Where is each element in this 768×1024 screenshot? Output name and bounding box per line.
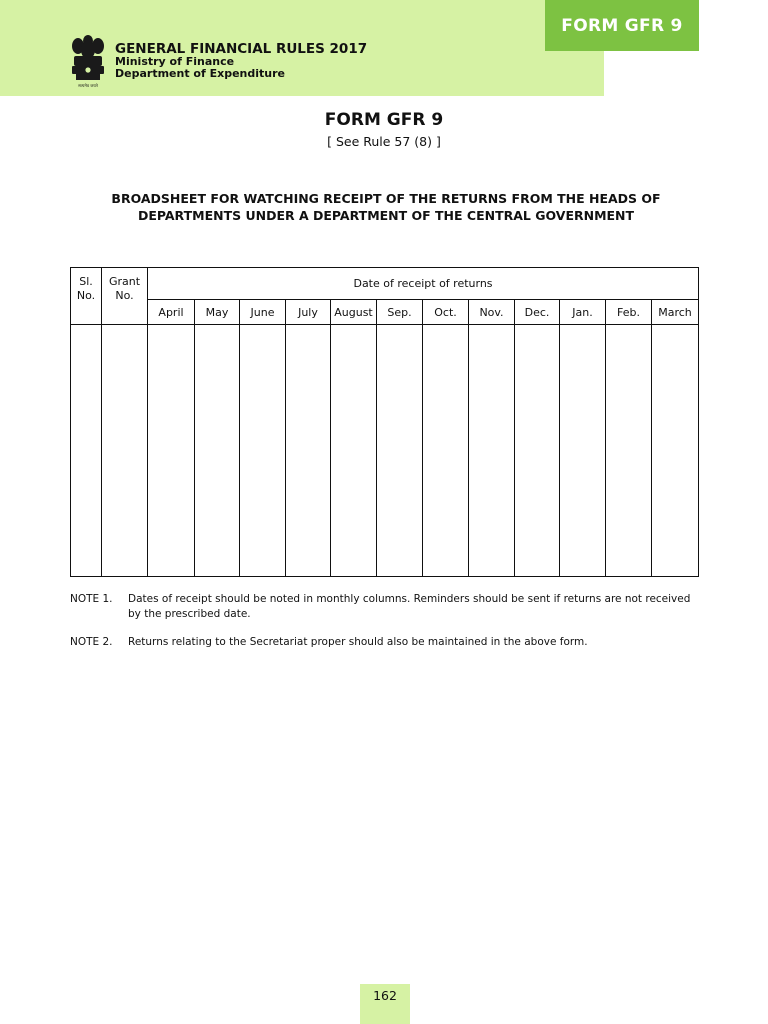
- august-cell: [331, 325, 377, 577]
- sl-no-header: [71, 268, 102, 325]
- grant-no-cell: [102, 325, 148, 577]
- april-cell: [148, 325, 195, 577]
- sl-no-header-line2: No.: [76, 289, 96, 302]
- receipt-broadsheet-table: [70, 267, 699, 577]
- month-header-august: August: [331, 300, 377, 325]
- note-item: [70, 592, 700, 622]
- department-name: Department of Expenditure: [115, 66, 285, 80]
- month-header-january: Jan.: [560, 300, 606, 325]
- october-cell: [423, 325, 469, 577]
- form-title: FORM GFR 9: [324, 110, 444, 130]
- grant-no-header-line2: No.: [115, 289, 134, 302]
- notes-section: [70, 592, 700, 663]
- page-number: 162: [360, 984, 410, 1024]
- form-heading: BROADSHEET FOR WATCHING RECEIPT OF THE RETURNS FROM THE HEADS OF DEPARTMENTS UNDER A DEPARTMENT OF THE CENTRAL GOVERNMENT: [111, 191, 661, 223]
- national-emblem-icon: [68, 32, 108, 90]
- july-cell: [286, 325, 331, 577]
- note-text: Returns relating to the Secretariat proper should also be maintained in the above form.: [128, 636, 588, 648]
- sl-no-cell: [71, 325, 102, 577]
- grant-no-header-line1: Grant: [108, 275, 141, 288]
- may-cell: [195, 325, 240, 577]
- organization-header: [115, 42, 367, 79]
- month-header-october: Oct.: [423, 300, 469, 325]
- sl-no-header-line1: Sl.: [79, 275, 93, 288]
- emblem-motto: सत्यमेव जयते: [78, 83, 98, 88]
- month-header-december: Dec.: [515, 300, 560, 325]
- form-number-tab: FORM GFR 9: [545, 0, 699, 51]
- month-header-november: Nov.: [469, 300, 515, 325]
- month-header-july: July: [286, 300, 331, 325]
- month-header-march: March: [652, 300, 699, 325]
- month-header-june: June: [240, 300, 286, 325]
- january-cell: [560, 325, 606, 577]
- note-label: NOTE 1.: [70, 593, 113, 605]
- table-row: [71, 325, 699, 577]
- month-header-february: Feb.: [606, 300, 652, 325]
- december-cell: [515, 325, 560, 577]
- june-cell: [240, 325, 286, 577]
- note-text: Dates of receipt should be noted in monthly columns. Reminders should be sent if returns are not received by the prescribed date.: [128, 593, 691, 620]
- september-cell: [377, 325, 423, 577]
- note-item: [70, 635, 700, 650]
- grant-no-header: [102, 268, 148, 325]
- march-cell: [652, 325, 699, 577]
- ministry-name: Ministry of Finance: [115, 55, 235, 69]
- february-cell: [606, 325, 652, 577]
- note-label: NOTE 2.: [70, 636, 113, 648]
- org-title: GENERAL FINANCIAL RULES 2017: [115, 41, 368, 57]
- month-header-september: Sep.: [377, 300, 423, 325]
- date-of-receipt-header: Date of receipt of returns: [148, 268, 699, 300]
- month-header-may: May: [195, 300, 240, 325]
- november-cell: [469, 325, 515, 577]
- rule-reference: [ See Rule 57 (8) ]: [327, 134, 441, 149]
- month-header-april: April: [148, 300, 195, 325]
